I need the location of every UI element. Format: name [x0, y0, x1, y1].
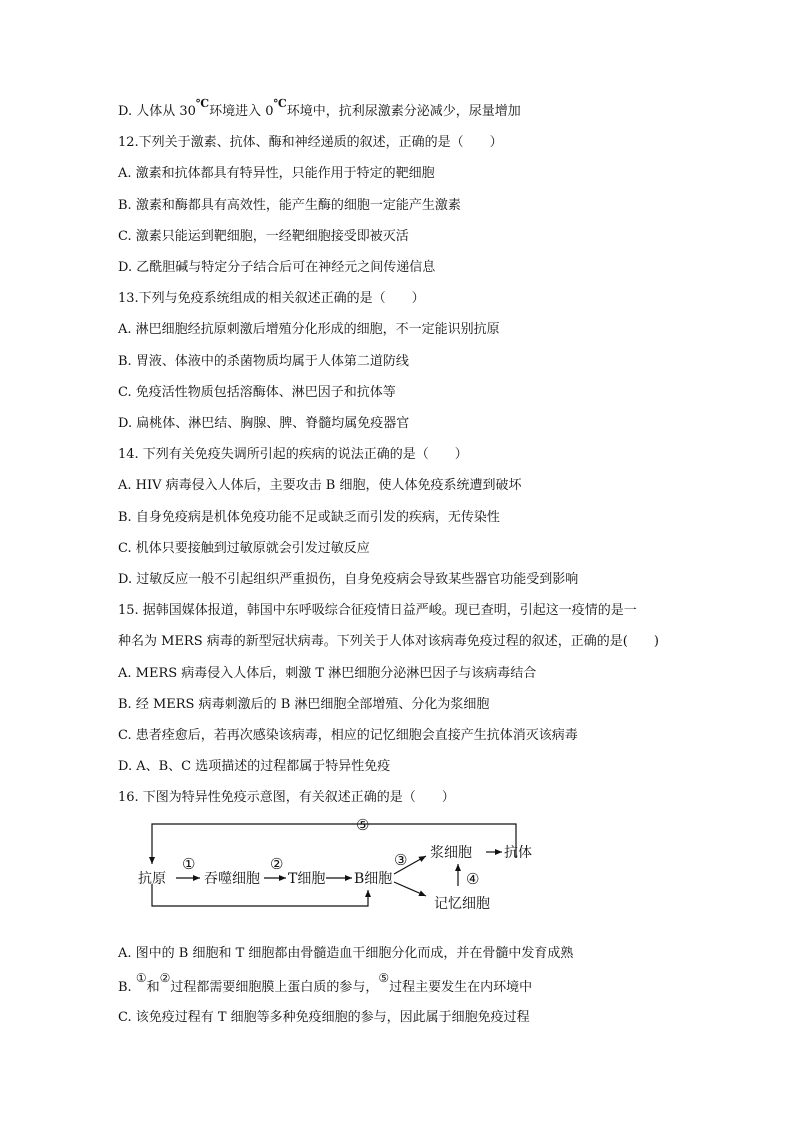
q13-option-a: A. 淋巴细胞经抗原刺激后增殖分化形成的细胞，不一定能识别抗原: [118, 322, 500, 337]
node-antibody: 抗体: [504, 845, 532, 861]
arrow-to-memory: [394, 882, 426, 896]
q11-d-post: 环境中，抗利尿激素分泌减少，尿量增加: [286, 104, 521, 119]
q13-option-c: C. 免疫活性物质包括溶酶体、淋巴因子和抗体等: [118, 385, 396, 400]
q16-b-and: 和: [146, 980, 160, 995]
q11-d-pre: D. 人体从 30: [118, 104, 196, 119]
q15-option-a: A. MERS 病毒侵入人体后，刺激 T 淋巴细胞分泌淋巴因子与该病毒结合: [118, 666, 537, 681]
step-5-label: ⑤: [356, 816, 370, 834]
q12-option-b: B. 激素和酶都具有高效性，能产生酶的细胞一定能产生激素: [118, 198, 461, 213]
q16-option-c: C. 该免疫过程有 T 细胞等多种免疫细胞的参与，因此属于细胞免疫过程: [118, 1010, 530, 1025]
step-4-label: ④: [466, 870, 480, 888]
q14-option-a: A. HIV 病毒侵入人体后，主要攻击 B 细胞，使人体免疫系统遭到破坏: [118, 478, 522, 493]
step-2-label: ②: [270, 855, 284, 873]
q13-option-d: D. 扁桃体、淋巴结、胸腺、脾、脊髓均属免疫器官: [118, 416, 410, 431]
q15-stem-line2: 种名为 MERS 病毒的新型冠状病毒。下列关于人体对该病毒免疫过程的叙述，正确的是( ): [118, 634, 659, 649]
step-3-label: ③: [394, 851, 408, 869]
q11-option-d: [118, 97, 521, 122]
node-plasma-cell: 浆细胞: [430, 845, 472, 861]
q15-option-d: D. A、B、C 选项描述的过程都属于特异性免疫: [118, 759, 391, 774]
q16-option-a: A. 图中的 B 细胞和 T 细胞都由骨髓造血干细胞分化而成，并在骨髓中发育成熟: [118, 946, 574, 961]
q12-option-c: C. 激素只能运到靶细胞，一经靶细胞接受即被灭活: [118, 229, 409, 244]
node-b-cell: B细胞: [354, 871, 393, 887]
circled-1-mark: ①: [135, 971, 147, 985]
q15-option-b: B. 经 MERS 病毒刺激后的 B 淋巴细胞全部增殖、分化为浆细胞: [118, 697, 490, 712]
q16-stem: 16. 下图为特异性免疫示意图，有关叙述正确的是（ ）: [118, 790, 455, 805]
degree-symbol-1: ℃: [195, 97, 210, 110]
q16-option-b: [118, 971, 533, 997]
node-memory-cell: 记忆细胞: [434, 896, 490, 912]
node-antigen: 抗原: [138, 871, 166, 887]
q11-d-mid: 环境进入 0: [209, 104, 274, 119]
circled-2-mark: ②: [159, 971, 171, 985]
step-1-label: ①: [182, 855, 196, 873]
immune-flow-diagram: [130, 812, 550, 914]
q12-stem: 12.下列关于激素、抗体、酶和神经递质的叙述，正确的是（ ）: [118, 135, 503, 150]
q12-option-d: D. 乙酰胆碱与特定分子结合后可在神经元之间传递信息: [118, 260, 436, 275]
q15-option-c: C. 患者痊愈后，若再次感染该病毒，相应的记忆细胞会直接产生抗体消灭该病毒: [118, 728, 578, 743]
loop-arrow-bottom: [152, 884, 368, 906]
q16-b-end: 过程主要发生在内环境中: [389, 980, 533, 995]
q14-option-b: B. 自身免疫病是机体免疫功能不足或缺乏而引发的疾病，无传染性: [118, 510, 500, 525]
q13-option-b: B. 胃液、体液中的杀菌物质均属于人体第二道防线: [118, 354, 409, 369]
node-t-cell: T细胞: [288, 871, 326, 887]
q14-stem: 14. 下列有关免疫失调所引起的疾病的说法正确的是（ ）: [118, 447, 468, 462]
degree-symbol-2: ℃: [273, 97, 287, 110]
q16-b-prefix: B.: [118, 980, 136, 995]
q14-option-c: C. 机体只要接触到过敏原就会引发过敏反应: [118, 541, 370, 556]
q15-stem-line1: 15. 据韩国媒体报道，韩国中东呼吸综合征疫情日益严峻。现已查明，引起这一疫情的是一: [118, 603, 637, 618]
q16-b-mid: 过程都需要细胞膜上蛋白质的参与，: [170, 980, 379, 995]
circled-5-mark: ⑤: [378, 971, 390, 985]
node-phagocyte: 吞噬细胞: [204, 871, 260, 887]
q13-stem: 13.下列与免疫系统组成的相关叙述正确的是（ ）: [118, 291, 425, 306]
q14-option-d: D. 过敏反应一般不引起组织严重损伤，自身免疫病会导致某些器官功能受到影响: [118, 572, 579, 587]
q12-option-a: A. 激素和抗体都具有特异性，只能作用于特定的靶细胞: [118, 166, 435, 181]
